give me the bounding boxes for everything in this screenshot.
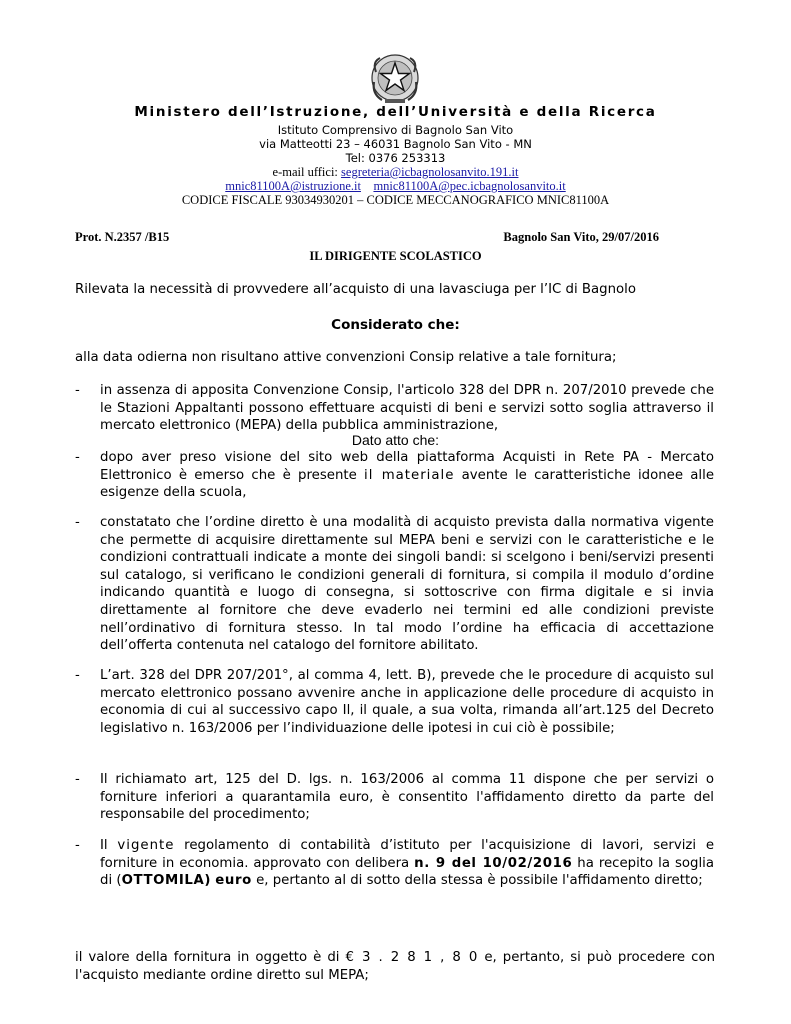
list-item-text: constatato che l’ordine diretto è una modalità di acquisto prevista dalla normativa vigente che permette di acquisire direttamente sul MEPA beni e servizi con le caratteristiche e le condizioni contrattuali indicate a monte dei singoli bandi: si scelgono i beni/servizi presenti sul catalogo, si verificano le condizioni generali di fornitura, si compila il modulo d’ordine indicando quantità e luogo di consegna, si sottoscrive con firma digitale e si invia direttamente al fornitore che deve evaderlo nei termini ed alle condizioni previste nell’ordinativo di fornitura stesso. In tal modo l’ordine ha efficacia di accettazione dell’offerta contenuta nel catalogo del fornitore abilitato. [100, 515, 714, 654]
list-bullet: - [75, 838, 80, 853]
list-bullet: - [75, 668, 80, 683]
dato-atto-heading: Dato atto che: [351, 432, 440, 448]
ministry-name: Ministero dell’Istruzione, dell’Università e della Ricerca [134, 104, 657, 120]
list-item [75, 514, 715, 654]
list-item-text: L’art. 328 del DPR 207/201°, al comma 4, lett. B), prevede che le procedure di acquisto sul mercato elettronico possano avvenire anche in applicazione delle procedure di acquisto in economia di cui al successivo capo Il, il quale, a sua volta, rimanda all’art.125 del Decreto legislativo n. 163/2006 per l’individuazione delle ipotesi in cui ciò è possibile; [100, 668, 714, 736]
final-paragraph-part: e, pertanto, si può procedere con l'acquisto mediante ordine diretto sul MEPA; [75, 950, 716, 983]
list-item-text-part: e, pertanto al di sotto della stessa è possibile l'affidamento diretto; [251, 873, 703, 889]
list-bullet: - [75, 515, 80, 530]
considerato-heading: Considerato che: [331, 317, 460, 333]
list-item-text [100, 837, 714, 890]
email-segreteria-link[interactable]: segreteria@icbagnolosanvito.191.it [341, 165, 519, 179]
document-title: IL DIRIGENTE SCOLASTICO [309, 249, 482, 263]
place-and-date: Bagnolo San Vito, 29/07/2016 [503, 230, 659, 244]
intro-paragraph: Rilevata la necessità di provvedere all’acquisto di una lavasciuga per l’IC di Bagnolo [75, 282, 637, 297]
list-item [75, 449, 715, 503]
list-bullet: - [75, 450, 80, 465]
school-telephone: Tel: 0376 253313 [345, 151, 446, 165]
italian-republic-emblem-icon [368, 52, 422, 106]
list-item-text-part: avente le caratteristiche idonee alle esigenze della scuola, [100, 467, 715, 501]
list-item [75, 771, 715, 825]
final-paragraph-part: il valore della fornitura in oggetto è di [75, 950, 346, 965]
email-istruzione-link[interactable]: mnic81100A@istruzione.it [225, 179, 361, 193]
consip-paragraph: alla data odierna non risultano attive convenzioni Consip relative a tale fornitura; [75, 350, 617, 365]
email-addresses-line [0, 179, 791, 194]
school-name: Istituto Comprensivo di Bagnolo San Vito [277, 123, 514, 137]
list-item-text: in assenza di apposita Convenzione Consip, l'articolo 328 del DPR n. 207/2010 prevede che le Stazioni Appaltanti possono effettuare acquisti di beni e servizi sotto soglia attraverso il mercato elettronico (MEPA) della pubblica amministrazione, [100, 383, 714, 434]
threshold-amount: OTTOMILA) [121, 873, 212, 889]
threshold-currency: euro [215, 873, 252, 889]
email-pec-link[interactable]: mnic81100A@pec.icbagnolosanvito.it [373, 179, 566, 193]
list-item-text-spaced: vigente [117, 838, 175, 853]
list-item-text: Il richiamato art, 125 del D. lgs. n. 163/2006 al comma 11 dispone che per servizi o forniture inferiori a quarantamila euro, è consentito l'affidamento diretto da parte del responsabile del procedimento; [100, 772, 714, 823]
supply-amount: € 3 . 2 8 1 , 8 0 [345, 950, 479, 965]
email-line [0, 165, 791, 180]
list-item-text-part: Il [100, 838, 118, 853]
list-item [75, 667, 715, 757]
delibera-reference: n. 9 del 10/02/2016 [414, 855, 573, 871]
email-label: e-mail uffici: [272, 165, 342, 179]
fiscal-codes: CODICE FISCALE 93034930201 – CODICE MECCANOGRAFICO MNIC81100A [181, 193, 610, 207]
list-item [75, 837, 715, 909]
list-item-text [100, 449, 714, 502]
final-paragraph [75, 949, 715, 985]
list-bullet: - [75, 383, 80, 398]
protocol-number: Prot. N.2357 /B15 [75, 230, 170, 244]
list-bullet: - [75, 772, 80, 787]
list-item [75, 382, 715, 436]
list-item-text-part: ha recepito la soglia di ( [100, 855, 714, 889]
list-item-text-spaced: il materiale [364, 467, 455, 483]
school-address: via Matteotti 23 – 46031 Bagnolo San Vito - MN [259, 137, 532, 151]
list-item-text-part: dopo aver preso visione del sito web della piattaforma Acquisti in Rete PA - Mercato Elettronico è emerso che è presente [100, 450, 714, 483]
list-item-text-part: regolamento di contabilità d’istituto per l'acquisizione di lavori, servizi e forniture in economia. approvato con delibera [100, 838, 714, 871]
